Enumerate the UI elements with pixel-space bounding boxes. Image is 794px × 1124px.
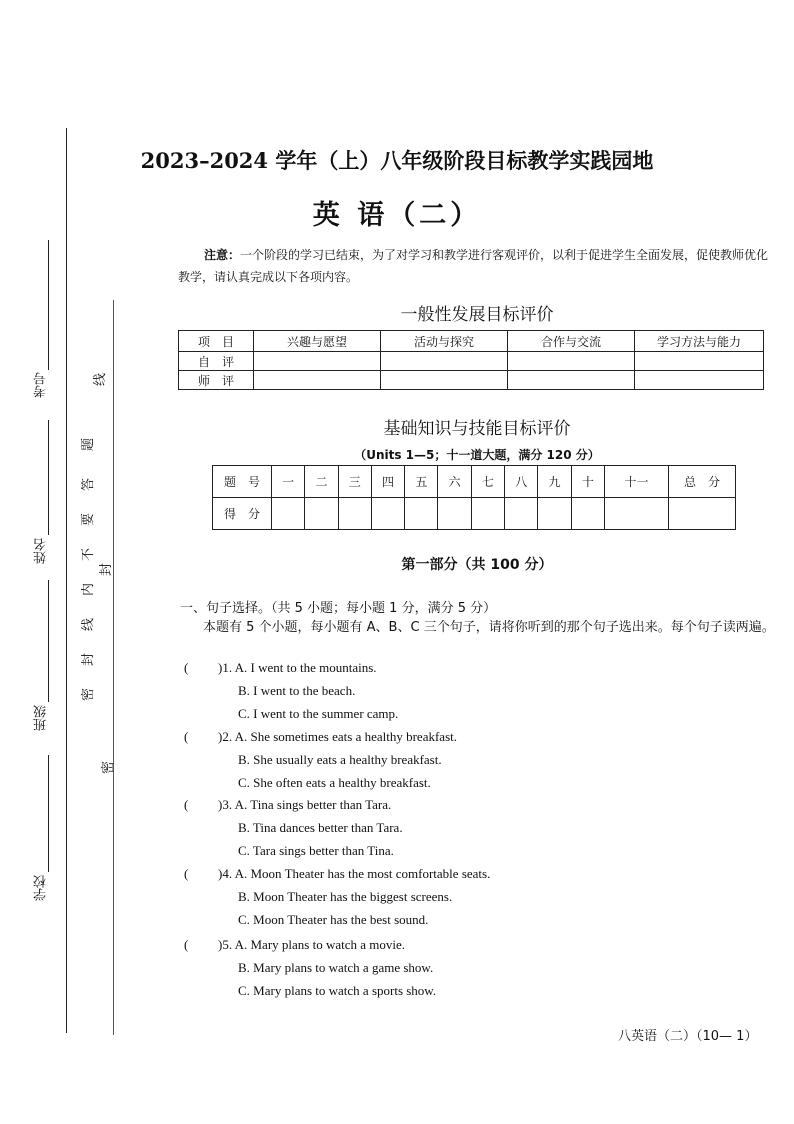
question-option-a: )2. A. She sometimes eats a healthy breakfast. xyxy=(218,729,457,744)
score-cell[interactable] xyxy=(508,371,635,390)
part1-heading: 第一部分（共 100 分） xyxy=(401,557,553,573)
question-option-a: )1. A. I went to the mountains. xyxy=(218,660,377,675)
subject-title: 英 语（二） xyxy=(312,200,482,231)
score-cell[interactable] xyxy=(635,371,764,390)
basic-eval-subheading: （Units 1—5；十一道大题，满分 120 分） xyxy=(354,448,600,462)
notice-text: 一个阶段的学习已结束，为了对学习和教学进行客观评价，以利于促进学生全面发展，促使教师优化教学，请认真完成以下各项内容。 xyxy=(178,248,769,284)
question-option-b: B. Moon Theater has the biggest screens. xyxy=(238,889,453,904)
row-label: 题 号 xyxy=(213,466,272,498)
page-footer: 八英语（二）（10— 1） xyxy=(618,1029,758,1044)
row-label: 得 分 xyxy=(213,498,272,530)
question-option-b: B. I went to the beach. xyxy=(238,683,356,698)
score-cell[interactable] xyxy=(381,371,508,390)
exam-number-label: 考号 xyxy=(34,372,49,398)
score-cell[interactable] xyxy=(371,498,404,530)
score-cell[interactable] xyxy=(505,498,538,530)
question-number-cell: 四 xyxy=(371,466,404,498)
seal-char: 题 xyxy=(81,437,97,452)
seal-char: 封 xyxy=(81,652,97,667)
seal-char: 密 xyxy=(101,760,117,775)
seal-char: 密 xyxy=(81,687,97,702)
name-blank xyxy=(48,420,49,535)
notice-label: 注意： xyxy=(204,248,241,262)
score-cell[interactable] xyxy=(405,498,438,530)
seal-char: 封 xyxy=(99,562,115,577)
school-label: 学校 xyxy=(34,875,49,901)
score-cell[interactable] xyxy=(254,352,381,371)
name-label: 姓名 xyxy=(34,538,49,564)
general-eval-table xyxy=(178,330,764,390)
table-header: 合作与交流 xyxy=(508,331,635,352)
question-number-cell: 六 xyxy=(438,466,471,498)
seal-char: 线 xyxy=(93,372,109,387)
seal-line xyxy=(113,300,114,1035)
question-option-b: B. Mary plans to watch a game show. xyxy=(238,960,434,975)
score-cell[interactable] xyxy=(571,498,604,530)
seal-char: 要 xyxy=(81,512,97,527)
school-blank xyxy=(48,755,49,872)
score-cell[interactable] xyxy=(471,498,504,530)
row-label: 自 评 xyxy=(179,352,254,371)
question-number-cell: 九 xyxy=(538,466,571,498)
question-number-cell: 五 xyxy=(405,466,438,498)
score-table xyxy=(212,465,736,530)
answer-bracket[interactable]: ( xyxy=(184,866,189,881)
binding-line xyxy=(66,128,67,1033)
row-label: 师 评 xyxy=(179,371,254,390)
seal-char: 线 xyxy=(81,617,97,632)
exam-title: 2023–2024 学年（上）八年级阶段目标教学实践园地 xyxy=(140,148,654,173)
question-option-b: B. She usually eats a healthy breakfast. xyxy=(238,752,442,767)
question-option-b: B. Tina dances better than Tara. xyxy=(238,820,403,835)
question-number-cell: 七 xyxy=(471,466,504,498)
section1-title: 一、句子选择。（共 5 小题；每小题 1 分，满分 5 分） xyxy=(180,601,497,616)
basic-eval-heading: 基础知识与技能目标评价 xyxy=(383,419,571,439)
exam-number-blank xyxy=(48,240,49,370)
score-cell[interactable] xyxy=(381,352,508,371)
score-cell[interactable] xyxy=(635,352,764,371)
score-cell[interactable] xyxy=(305,498,338,530)
question-number-cell: 十 xyxy=(571,466,604,498)
question-option-c: C. She often eats a healthy breakfast. xyxy=(238,775,431,790)
table-header: 活动与探究 xyxy=(381,331,508,352)
seal-char: 不 xyxy=(81,547,97,562)
score-cell[interactable] xyxy=(604,498,668,530)
question-number-cell: 二 xyxy=(305,466,338,498)
answer-bracket[interactable]: ( xyxy=(184,660,189,675)
question-number-cell: 一 xyxy=(272,466,305,498)
class-blank xyxy=(48,580,49,702)
table-header: 学习方法与能力 xyxy=(635,331,764,352)
question-option-a: )4. A. Moon Theater has the most comfortable seats. xyxy=(218,866,491,881)
answer-bracket[interactable]: ( xyxy=(184,797,189,812)
question-option-c: C. I went to the summer camp. xyxy=(238,706,399,721)
question-option-a: )5. A. Mary plans to watch a movie. xyxy=(218,937,406,952)
section1-instructions: 本题有 5 个小题，每小题有 A、B、C 三个句子，请将你听到的那个句子选出来。每个句子读两遍。 xyxy=(203,620,775,635)
question-option-a: )3. A. Tina sings better than Tara. xyxy=(218,797,392,812)
score-cell[interactable] xyxy=(669,498,736,530)
seal-char: 答 xyxy=(81,477,97,492)
question-number-cell: 八 xyxy=(505,466,538,498)
question-number-cell: 十一 xyxy=(604,466,668,498)
answer-bracket[interactable]: ( xyxy=(184,729,189,744)
answer-bracket[interactable]: ( xyxy=(184,937,189,952)
question-number-cell: 总 分 xyxy=(669,466,736,498)
score-cell[interactable] xyxy=(508,352,635,371)
seal-char: 内 xyxy=(81,582,97,597)
notice xyxy=(178,244,778,288)
class-label: 班级 xyxy=(34,705,49,731)
score-cell[interactable] xyxy=(538,498,571,530)
score-cell[interactable] xyxy=(254,371,381,390)
table-header: 兴趣与愿望 xyxy=(254,331,381,352)
score-cell[interactable] xyxy=(438,498,471,530)
score-cell[interactable] xyxy=(338,498,371,530)
question-option-c: C. Mary plans to watch a sports show. xyxy=(238,983,437,998)
question-number-cell: 三 xyxy=(338,466,371,498)
table-header: 项 目 xyxy=(179,331,254,352)
score-cell[interactable] xyxy=(272,498,305,530)
general-eval-heading: 一般性发展目标评价 xyxy=(400,305,554,325)
question-option-c: C. Moon Theater has the best sound. xyxy=(238,912,429,927)
question-option-c: C. Tara sings better than Tina. xyxy=(238,843,394,858)
